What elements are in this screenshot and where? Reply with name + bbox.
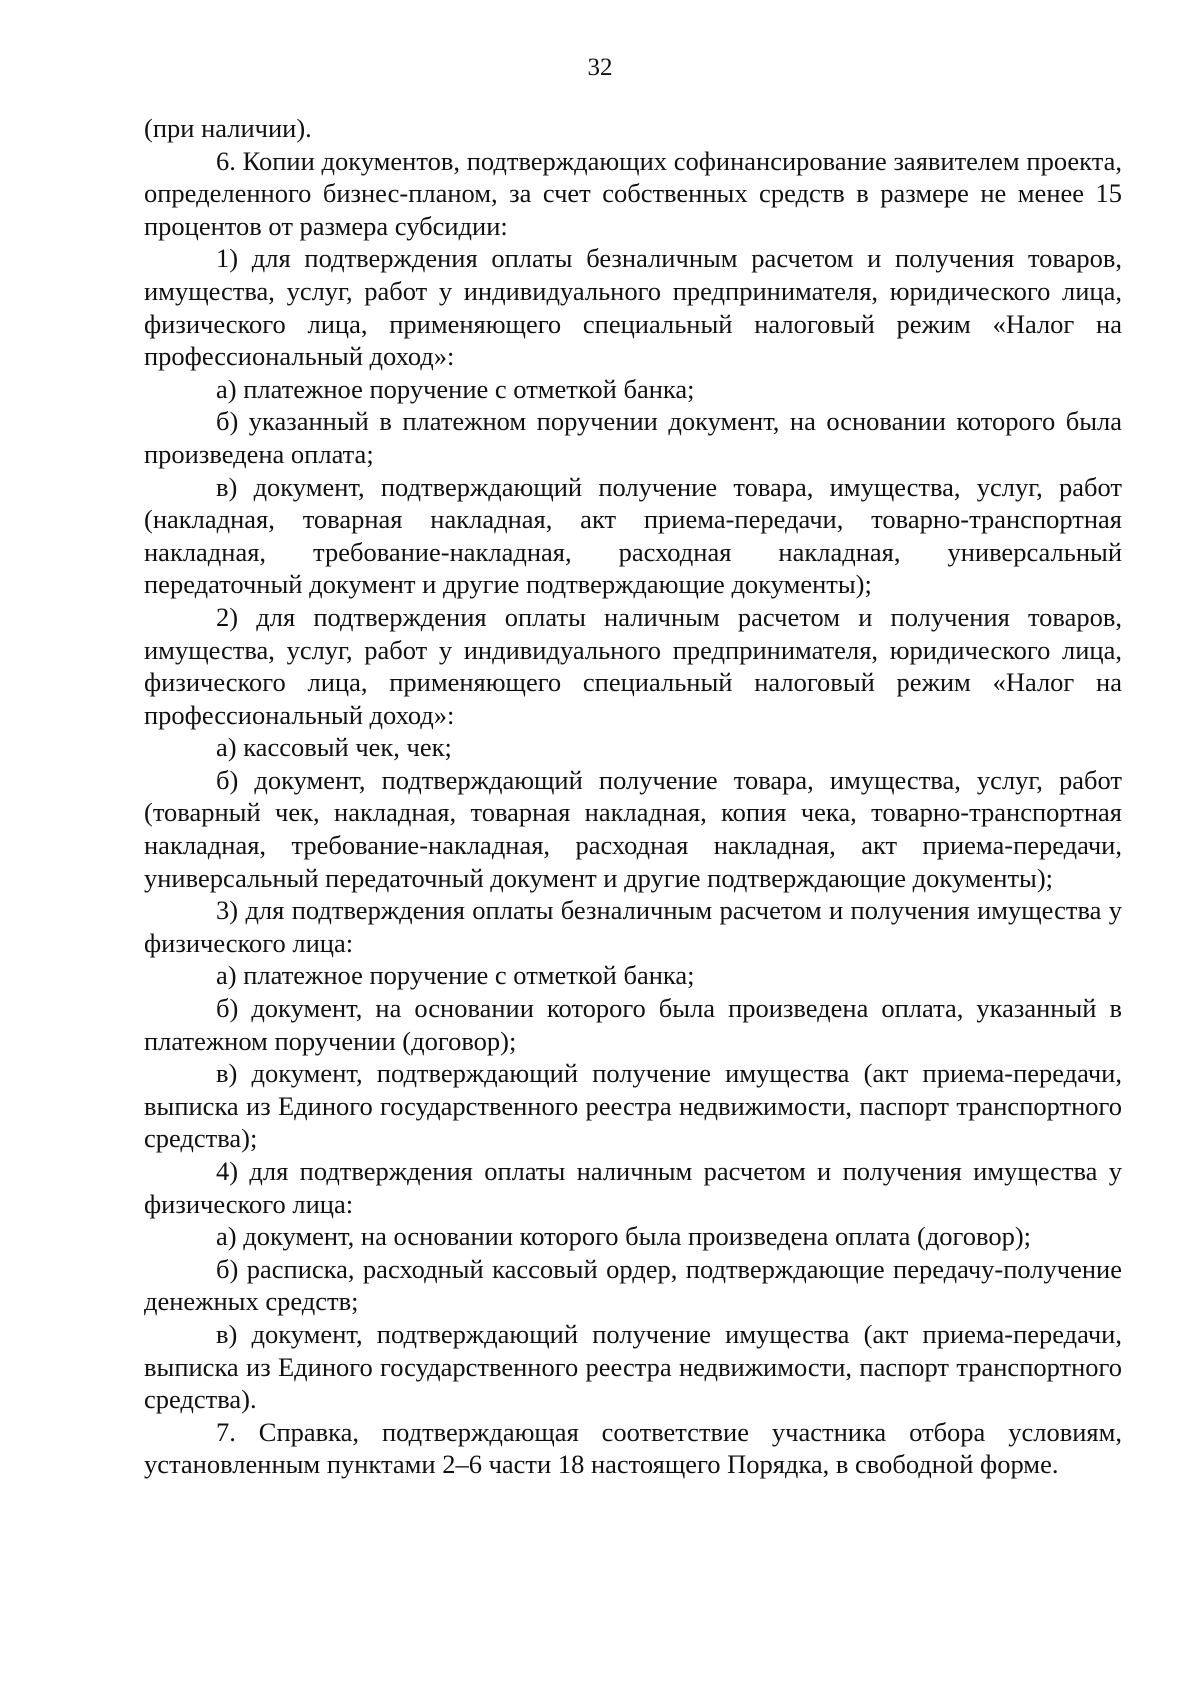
paragraph: а) кассовый чек, чек; [216,732,452,763]
paragraph: в) документ, подтверждающий получение имущества (акт приема-передачи, выписка из Единого государственного реестра недвижимости, паспорт транспортного средства); [144,1058,1122,1154]
paragraph: а) платежное поручение с отметкой банка; [216,960,695,991]
paragraph: в) документ, подтверждающий получение товара, имущества, услуг, работ (накладная, товарная накладная, акт приема-передачи, товарно-транспортная накладная, требование-накладная, расходная накладная, универсальный передаточный документ и другие подтверждающие документы); [144,471,1122,600]
paragraph: б) расписка, расходный кассовый ордер, подтверждающие передачу-получение денежных средств; [144,1253,1122,1317]
paragraph: 1) для подтверждения оплаты безналичным расчетом и получения товаров, имущества, услуг, работ у индивидуального предпринимателя, юридического лица, физического лица, применяющего специальный налоговый режим «Налог на профессиональный доход»: [144,243,1122,372]
paragraph: а) платежное поручение с отметкой банка; [216,373,695,404]
document-body [144,112,1122,1481]
page-number: 32 [587,54,613,81]
paragraph: (при наличии). [144,113,312,143]
paragraph: 2) для подтверждения оплаты наличным расчетом и получения товаров, имущества, услуг, работ у индивидуального предпринимателя, юридического лица, физического лица, применяющего специальный налоговый режим «Налог на профессиональный доход»: [144,601,1122,730]
paragraph: 7. Справка, подтверждающая соответствие участника отбора условиям, установленным пунктами 2–6 части 18 настоящего Порядка, в свободной форме. [144,1416,1122,1480]
paragraph: б) указанный в платежном поручении документ, на основании которого была произведена оплата; [144,406,1122,469]
paragraph: в) документ, подтверждающий получение имущества (акт приема-передачи, выписка из Единого государственного реестра недвижимости, паспорт транспортного средства). [144,1318,1122,1415]
paragraph: а) документ, на основании которого была произведена оплата (договор); [216,1221,1032,1252]
paragraph: 4) для подтверждения оплаты наличным расчетом и получения имущества у физического лица: [144,1156,1122,1219]
paragraph: 3) для подтверждения оплаты безналичным расчетом и получения имущества у физического лица: [144,895,1122,958]
paragraph: 6. Копии документов, подтверждающих софинансирование заявителем проекта, определенного бизнес-планом, за счет собственных средств в размере не менее 15 процентов от размера субсидии: [144,145,1122,241]
paragraph: б) документ, подтверждающий получение товара, имущества, услуг, работ (товарный чек, накладная, товарная накладная, копия чека, товарно-транспортная накладная, требование-накладная, расходная накладная, акт приема-передачи, универсальный передаточный документ и другие подтверждающие документы); [144,764,1122,893]
paragraph: б) документ, на основании которого была произведена оплата, указанный в платежном поручении (договор); [144,993,1122,1056]
